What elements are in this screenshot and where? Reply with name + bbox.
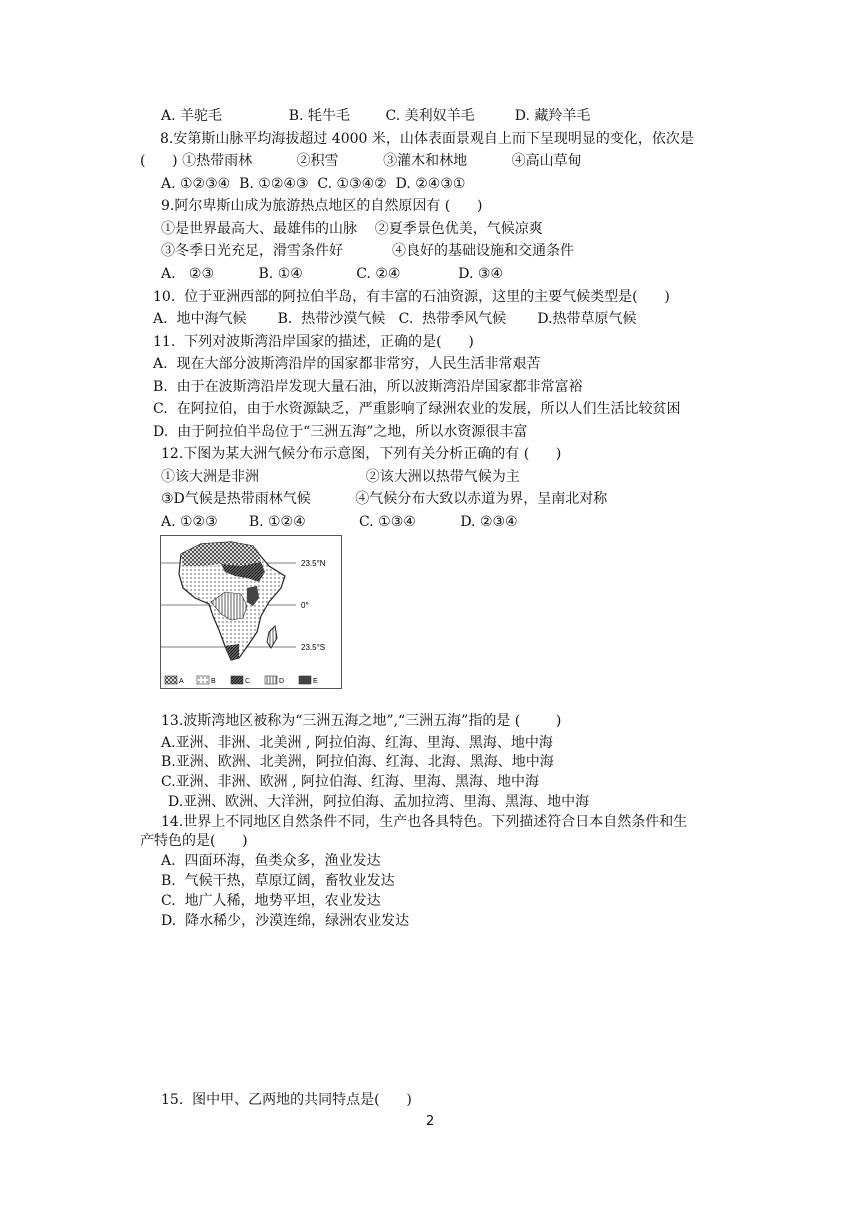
- q14-option-b: B. 气候干热，草原辽阔，畜牧业发达: [161, 873, 395, 889]
- q11-option-d: D. 由于阿拉伯半岛位于“三洲五海”之地，所以水资源很丰富: [153, 424, 528, 440]
- legend-b: B: [211, 678, 216, 685]
- q9-options: A. ②③ B. ①④ C. ②④ D. ③④: [161, 266, 504, 282]
- q10-options: A. 地中海气候 B. 热带沙漠气候 C. 热带季风气候 D.热带草原气候: [153, 311, 637, 327]
- q12-stem: 12.下图为某大洲气候分布示意图，下列有关分析正确的有 ( ): [161, 446, 562, 462]
- legend-c: C: [245, 678, 251, 685]
- q9-items-1: ①是世界最高大、最雄伟的山脉 ②夏季景色优美，气候凉爽: [161, 221, 543, 237]
- q12-items-1: ①该大洲是非洲 ②该大洲以热带气候为主: [161, 469, 520, 485]
- q14-option-c: C. 地广人稀，地势平坦，农业发达: [161, 893, 381, 909]
- q8-stem: 8.安第斯山脉平均海拔超过 4000 米，山体表面景观自上而下呈现明显的变化，依次是: [160, 131, 694, 147]
- q7-options: A. 羊驼毛 B. 牦牛毛 C. 美利奴羊毛 D. 藏羚羊毛: [161, 108, 591, 124]
- q13-option-b: B.亚洲、欧洲、北美洲，阿拉伯海、红海、北海、黑海、地中海: [161, 754, 554, 770]
- q11-option-c: C. 在阿拉伯，由于水资源缺乏，严重影响了绿洲农业的发展，所以人们生活比较贫困: [153, 401, 681, 417]
- q8-options: A. ①②③④ B. ①②④③ C. ①③④② D. ②④③①: [161, 176, 466, 192]
- q13-option-a: A.亚洲、非洲、北美洲 , 阿拉伯海、红海、里海、黑海、地中海: [161, 735, 553, 751]
- legend-d: D: [279, 678, 285, 685]
- q14-option-d: D. 降水稀少，沙漠连绵，绿洲农业发达: [161, 913, 410, 929]
- q12-options: A. ①②③ B. ①②④ C. ①③④ D. ②③④: [161, 514, 518, 530]
- q11-option-a: A. 现在大部分波斯湾沿岸的国家都非常穷，人民生活非常艰苦: [153, 356, 541, 372]
- q14-stem: 14.世界上不同地区自然条件不同，生产也各具特色。下列描述符合日本自然条件和生: [161, 814, 688, 830]
- q13-option-d: D.亚洲、欧洲、大洋洲，阿拉伯海、孟加拉湾、里海、黑海、地中海: [168, 794, 590, 810]
- lat-label-equator: 0°: [301, 601, 309, 610]
- q15-stem: 15. 图中甲、乙两地的共同特点是( ): [161, 1092, 412, 1108]
- lat-label-north: 23.5°N: [301, 559, 326, 568]
- legend-e: E: [313, 678, 318, 685]
- africa-climate-map: [160, 535, 342, 689]
- q14-option-a: A. 四面环海，鱼类众多，渔业发达: [161, 853, 381, 869]
- page-number: 2: [426, 1114, 435, 1129]
- q10-stem: 10. 位于亚洲西部的阿拉伯半岛，有丰富的石油资源，这里的主要气候类型是( ): [153, 289, 670, 305]
- q12-items-2: ③D气候是热带雨林气候 ④气候分布大致以赤道为界，呈南北对称: [161, 491, 608, 507]
- q11-stem: 11. 下列对波斯湾沿岸国家的描述，正确的是( ): [153, 334, 474, 350]
- q9-items-2: ③冬季日光充足，滑雪条件好 ④良好的基础设施和交通条件: [161, 243, 574, 259]
- lat-label-south: 23.5°S: [301, 643, 326, 652]
- q13-option-c: C.亚洲、非洲、欧洲 , 阿拉伯海、红海、里海、黑海、地中海: [161, 774, 540, 790]
- map-drawing: [161, 536, 341, 688]
- q13-stem: 13.波斯湾地区被称为“三洲五海之地”,“三洲五海”指的是 ( ): [161, 713, 562, 729]
- q8-items: ( ) ①热带雨林 ②积雪 ③灌木和林地 ④高山草甸: [140, 153, 582, 169]
- q14-stem-cont: 产特色的是( ): [140, 833, 248, 849]
- q11-option-b: B. 由于在波斯湾沿岸发现大量石油，所以波斯湾沿岸国家都非常富裕: [153, 379, 583, 395]
- legend-a: A: [179, 678, 184, 685]
- q9-stem: 9.阿尔卑斯山成为旅游热点地区的自然原因有 ( ): [161, 198, 483, 214]
